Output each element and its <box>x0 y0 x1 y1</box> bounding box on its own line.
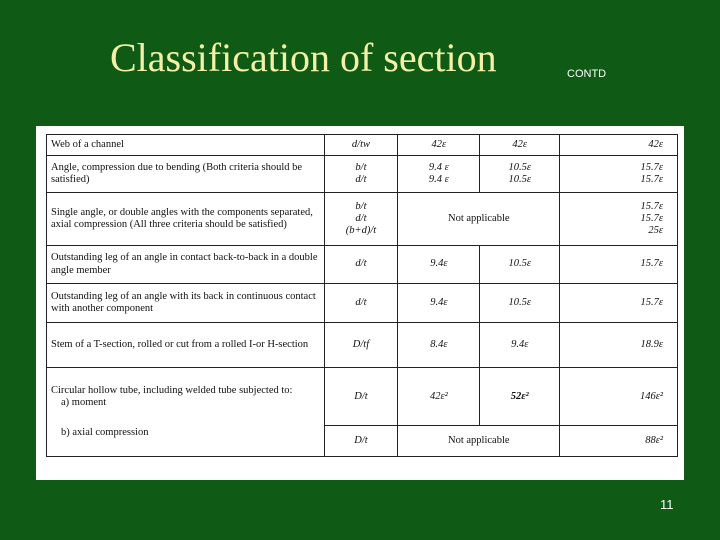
class3-value: 15.7ε <box>560 283 678 322</box>
class2-value: 9.4ε <box>480 322 560 367</box>
slide-title: Classification of section <box>110 35 497 80</box>
table-row <box>47 368 678 426</box>
table-row <box>47 246 678 283</box>
class3-value: 88ε² <box>560 425 678 456</box>
ratio-cell <box>324 155 398 192</box>
row-description <box>47 368 325 457</box>
ratio-line: b/t <box>355 201 367 213</box>
ratio-line: (b+d)/t <box>345 225 377 237</box>
desc-moment: a) moment <box>61 397 107 409</box>
class1-value: 9.4ε <box>398 246 480 283</box>
table-row <box>47 322 678 367</box>
contd-label: CONTD <box>567 68 607 80</box>
row-description: Stem of a T-section, rolled or cut from a rolled I-or H-section <box>47 322 325 367</box>
value-line: 15.7ε <box>640 161 663 173</box>
not-applicable-cell: Not applicable <box>398 425 560 456</box>
ratio-cell: d/tw <box>324 135 398 156</box>
value-line: 10.5ε <box>508 161 531 173</box>
row-description: Outstanding leg of an angle with its back in continuous contact with another component <box>47 283 325 322</box>
row-description: Web of a channel <box>47 135 325 156</box>
section-classification-table <box>46 134 678 457</box>
row-description: Outstanding leg of an angle in contact back-to-back in a double angle member <box>47 246 325 283</box>
ratio-line: b/t <box>355 161 367 173</box>
desc-axial-compression: b) axial compression <box>61 427 149 439</box>
class3-value <box>560 192 678 246</box>
ratio-cell: D/t <box>324 425 398 456</box>
ratio-cell <box>324 192 398 246</box>
class3-value: 18.9ε <box>560 322 678 367</box>
row-description: Single angle, or double angles with the components separated, axial compression (All three criteria should be satisfied) <box>47 192 325 246</box>
class3-value: 15.7ε <box>560 246 678 283</box>
ratio-line: d/t <box>355 213 367 225</box>
ratio-cell: D/t <box>324 368 398 426</box>
table-row <box>47 283 678 322</box>
class1-value: 8.4ε <box>398 322 480 367</box>
table-row <box>47 192 678 246</box>
class2-value: 52ε² <box>480 368 560 426</box>
desc-main: Circular hollow tube, including welded tube subjected to: <box>51 385 293 396</box>
value-line: 15.7ε <box>640 213 663 225</box>
row-description: Angle, compression due to bending (Both criteria should be satisfied) <box>47 155 325 192</box>
scanned-table-sheet <box>36 126 684 480</box>
class1-value: 9.4ε <box>398 283 480 322</box>
ratio-cell: d/t <box>324 246 398 283</box>
ratio-cell: D/tf <box>324 322 398 367</box>
class1-value <box>398 155 480 192</box>
ratio-cell: d/t <box>324 283 398 322</box>
value-line: 9.4 ε <box>428 173 449 185</box>
table-row <box>47 135 678 156</box>
value-line: 9.4 ε <box>428 161 449 173</box>
class1-value: 42ε <box>398 135 480 156</box>
table-row <box>47 155 678 192</box>
page-number: 11 <box>660 497 674 512</box>
ratio-line: d/t <box>355 173 367 185</box>
class2-value <box>480 155 560 192</box>
value-line: 10.5ε <box>508 173 531 185</box>
class3-value: 146ε² <box>560 368 678 426</box>
not-applicable-cell: Not applicable <box>398 192 560 246</box>
class2-value: 42ε <box>480 135 560 156</box>
class3-value <box>560 155 678 192</box>
value-line: 15.7ε <box>640 201 663 213</box>
class3-value: 42ε <box>560 135 678 156</box>
value-line: 15.7ε <box>640 173 663 185</box>
class2-value: 10.5ε <box>480 246 560 283</box>
class2-value: 10.5ε <box>480 283 560 322</box>
value-line: 25ε <box>648 225 663 237</box>
class1-value: 42ε² <box>398 368 480 426</box>
